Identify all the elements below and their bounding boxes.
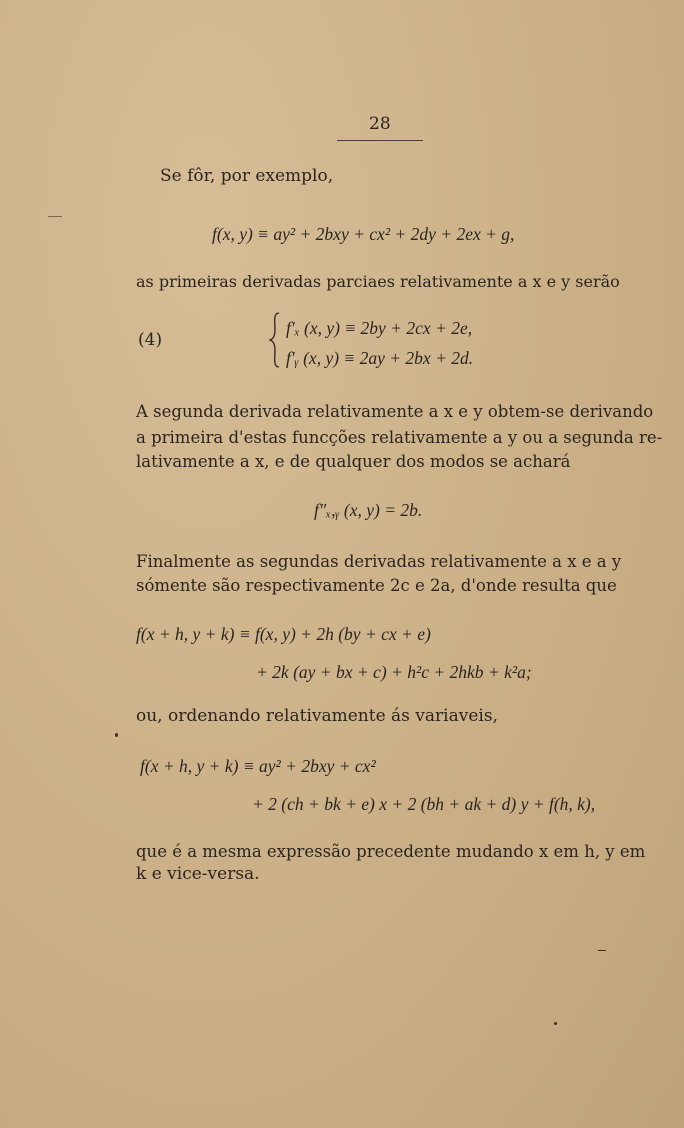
curly-brace-icon [269, 312, 281, 368]
text-line: a primeira d'estas funcções relativamente a y ou a segunda re- [136, 428, 663, 447]
text-line: lativamente a x, e de qualquer dos modos se achará [136, 452, 571, 471]
text-line: Finalmente as segundas derivadas relativamente a x e a y [136, 552, 622, 571]
equation: f′ₓ (x, y) ≡ 2by + 2cx + 2e, [286, 318, 473, 338]
text-line: ou, ordenando relativamente ás variaveis, [136, 706, 498, 726]
equation: f′ᵧ (x, y) ≡ 2ay + 2bx + 2d. [286, 348, 474, 368]
paper-speck [598, 950, 606, 951]
equation: f(x + h, y + k) ≡ ay² + 2bxy + cx² [140, 756, 376, 776]
equation: + 2k (ay + bx + c) + h²c + 2hkb + k²a; [256, 662, 532, 682]
text-line: k e vice-versa. [136, 864, 260, 884]
text-line: A segunda derivada relativamente a x e y obtem-se derivando [136, 402, 654, 421]
paper-speck [115, 733, 118, 737]
equation-label: (4) [138, 330, 163, 350]
equation: f(x, y) ≡ ay² + 2bxy + cx² + 2dy + 2ex + g, [212, 224, 515, 244]
paper-speck [48, 216, 62, 217]
page-number: 28 [369, 114, 391, 134]
text-line: sómente são respectivamente 2c e 2a, d'onde resulta que [136, 576, 617, 595]
equation: f(x + h, y + k) ≡ f(x, y) + 2h (by + cx + e) [136, 624, 431, 644]
paper-speck [554, 1022, 557, 1025]
text-line: que é a mesma expressão precedente mudando x em h, y em [136, 842, 646, 861]
equation: f″ₓ,ᵧ (x, y) = 2b. [314, 500, 423, 520]
header-rule [337, 140, 423, 141]
equation: + 2 (ch + bk + e) x + 2 (bh + ak + d) y + f(h, k), [252, 794, 596, 814]
text-line: Se fôr, por exemplo, [160, 166, 334, 186]
text-line: as primeiras derivadas parciaes relativamente a x e y serão [136, 272, 620, 291]
